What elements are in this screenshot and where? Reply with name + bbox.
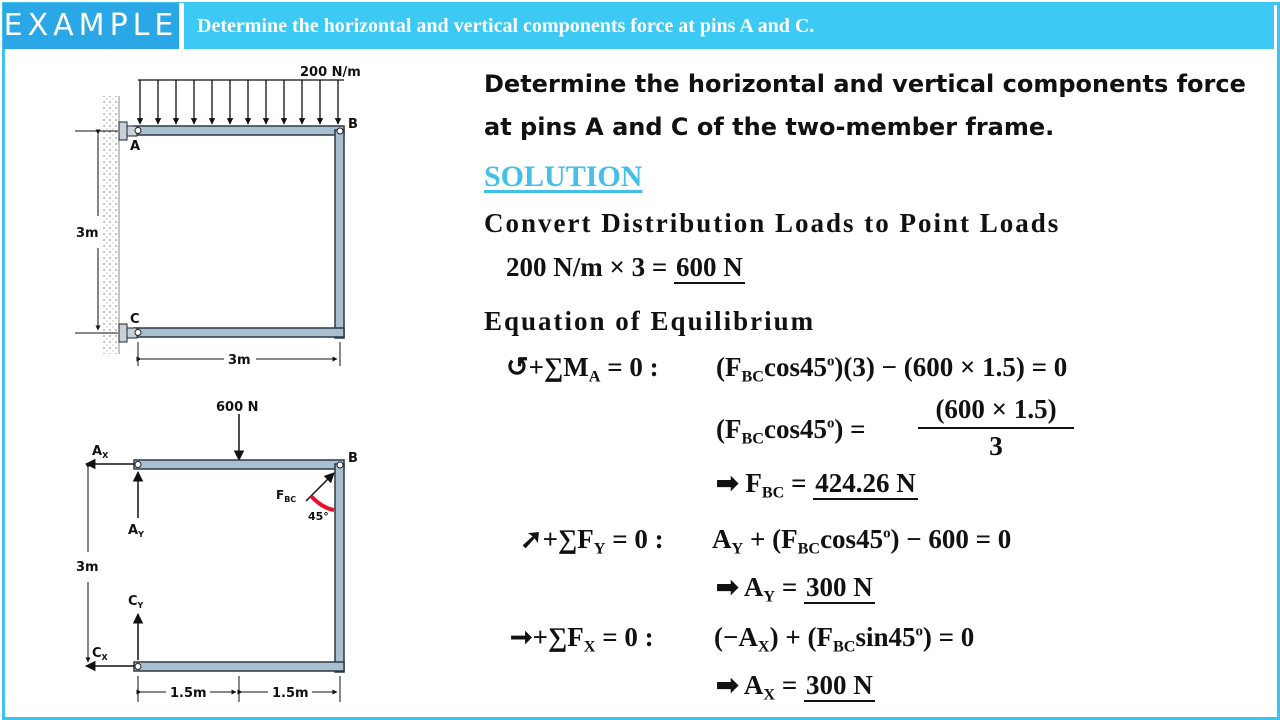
slide-header [0, 0, 1280, 52]
point-load-label: 600 N [216, 400, 259, 415]
dim-left-label: 1.5m [170, 686, 207, 701]
pin-support-a [119, 122, 141, 140]
top-figure [75, 65, 361, 368]
fbc-value: 424.26 N [815, 468, 916, 498]
fbc-label: $F_{BC}$ [276, 488, 297, 504]
result-arrow-icon: ➡ [716, 468, 739, 498]
fbc-result: ➡ $F_{BC} = 424.26$ N [716, 468, 916, 502]
header-title: Determine the horizontal and vertical components force at pins A and C. [184, 3, 1274, 49]
right-arrow-icon: ➞ [510, 622, 533, 652]
convert-heading: Convert Distribution Loads to Point Loads [484, 208, 1061, 238]
moment-equation-1: $(F_{BC}\cos 45^o)(3) - (600 \times 1.5) = 0$ [716, 352, 1068, 386]
ay-result: ➡ $A_Y = 300$ N [716, 572, 873, 606]
frame-diagrams [0, 52, 470, 720]
label-b: B [348, 117, 358, 132]
point-load-result: 600 N [676, 252, 743, 282]
fbd-width-dimension [138, 676, 340, 702]
cy-label: $C_Y$ [128, 594, 144, 610]
pin-b [337, 128, 343, 134]
fbd-label-b: B [348, 451, 358, 466]
angle-arc [311, 496, 334, 510]
distributed-load-equation [506, 252, 745, 283]
fx-equation: $(-A_X) + (F_{BC}\sin 45^o) = 0$ [714, 622, 975, 656]
fbd-height-label: 3m [76, 560, 99, 575]
problem-line-1: Determine the horizontal and vertical components force [484, 70, 1246, 98]
fraction-denominator: 3 [989, 431, 1003, 461]
fx-sum-label: $➞+\sum F_X = 0$ : [510, 622, 654, 656]
bottom-figure [76, 400, 358, 702]
cx-label: $C_X$ [92, 646, 108, 662]
solution-heading: SOLUTION [484, 160, 643, 193]
ax-label: $A_X$ [92, 444, 109, 460]
height-dimension-label: 3m [76, 226, 99, 241]
moment-equation-2: $(F_{BC}\cos 45^o)$ = [716, 414, 866, 448]
distributed-load-expression: 200 N/m × 3 = [506, 252, 668, 282]
result-arrow-icon: ➡ [716, 670, 739, 700]
distributed-load-label: 200 N/m [300, 65, 361, 80]
fy-sum-label: $➚+\sum F_Y = 0$ : [520, 524, 664, 558]
moment-fraction [918, 394, 1074, 462]
label-a: A [130, 139, 141, 154]
fy-equation: $A_Y + (F_{BC}\cos 45^o) - 600 = 0$ [712, 524, 1012, 558]
example-badge: EXAMPLE [3, 3, 179, 49]
ccw-rotation-icon: ↺ [506, 352, 529, 382]
equilibrium-heading: Equation of Equilibrium [484, 306, 816, 336]
wall-hatch [103, 96, 119, 354]
width-dimension-label: 3m [228, 353, 251, 368]
moment-sum-label: $↺+\sum M_A = 0$ : [506, 352, 659, 386]
distributed-load-arrows [138, 80, 344, 124]
ax-value: 300 N [805, 670, 873, 700]
result-arrow-icon: ➡ [716, 572, 739, 602]
ay-label: $A_Y$ [128, 523, 144, 539]
ax-result: ➡ $A_X = 300$ N [716, 670, 873, 704]
ay-value: 300 N [805, 572, 873, 602]
problem-line-2: at pins A and C of the two-member frame. [484, 113, 1055, 141]
up-arrow-icon: ➚ [520, 524, 543, 554]
fbd-pin-c [135, 664, 141, 670]
fbd-members [134, 460, 344, 672]
label-c: C [130, 312, 140, 327]
fraction-numerator: (600 × 1.5) [918, 394, 1074, 429]
frame-members [134, 126, 344, 338]
dim-right-label: 1.5m [272, 686, 309, 701]
fbd-pin-b [337, 462, 343, 468]
fbd-pin-a [135, 462, 141, 468]
angle-label: 45° [308, 510, 329, 523]
